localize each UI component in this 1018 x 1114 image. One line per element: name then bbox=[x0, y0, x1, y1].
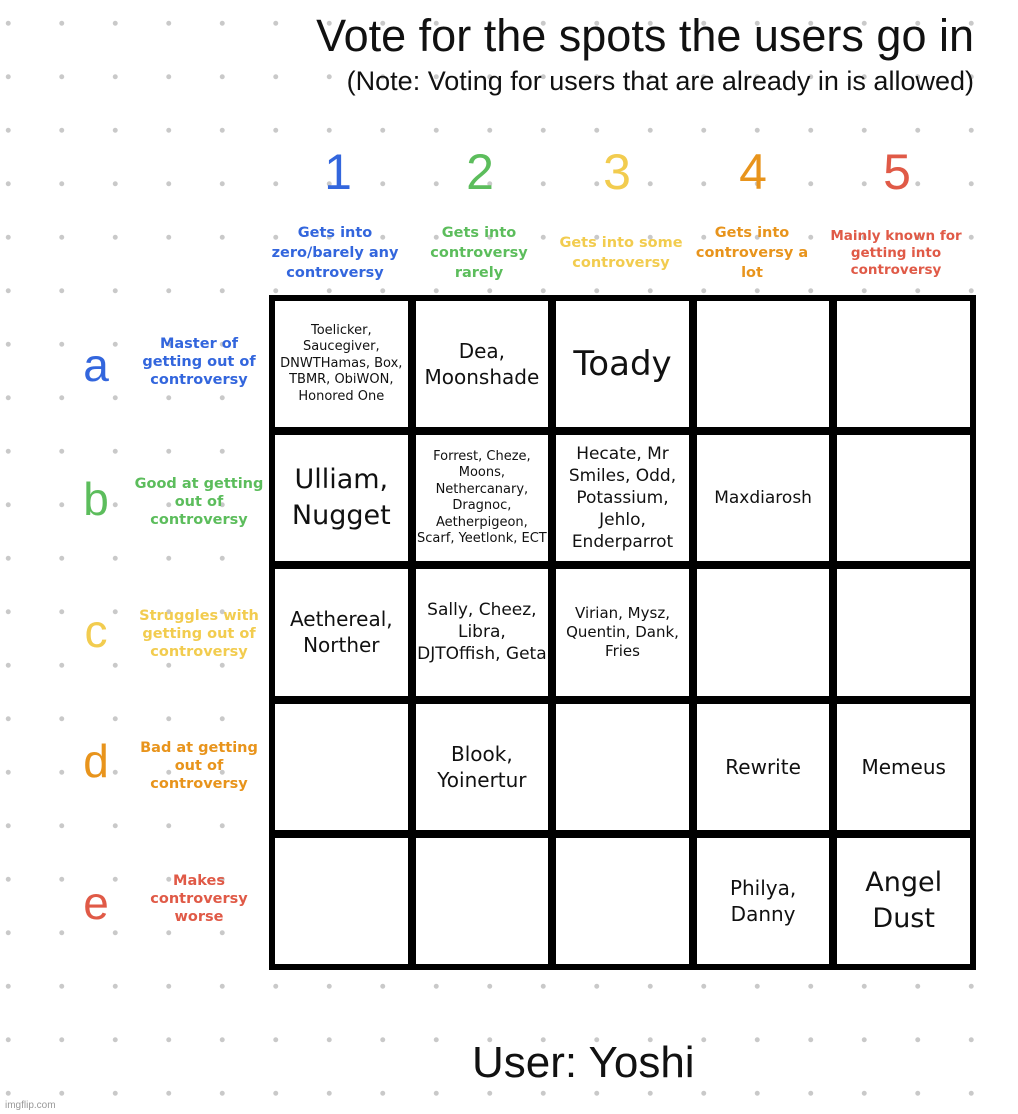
cell-text: Aethereal, Norther bbox=[289, 607, 393, 658]
cell-text: Blook, Yoinertur bbox=[437, 741, 527, 792]
row-letter-b: b bbox=[83, 473, 109, 525]
cell-text: Sally, Cheez, Libra, DJTOffish, Geta bbox=[417, 600, 547, 665]
cell-d5 bbox=[837, 704, 970, 830]
cell-text: Toady bbox=[573, 344, 672, 385]
cell-e2 bbox=[416, 838, 549, 964]
column-description-5: Mainly known for getting into controversy bbox=[830, 227, 962, 278]
cell-text: Toelicker, Saucegiver, DNWTHamas, Box, TBMR, ObiWON, Honored One bbox=[280, 322, 403, 404]
column-description-1: Gets into zero/barely any controversy bbox=[271, 225, 399, 281]
row-letter-d: d bbox=[83, 735, 109, 787]
cell-b5 bbox=[837, 435, 970, 561]
cell-b2 bbox=[416, 435, 549, 561]
cell-text: Memeus bbox=[861, 754, 946, 779]
watermark: imgflip.com bbox=[5, 1100, 56, 1111]
cell-text: Maxdiarosh bbox=[714, 488, 812, 509]
cell-d1 bbox=[275, 704, 408, 830]
cell-c3 bbox=[556, 569, 689, 695]
cell-c5 bbox=[837, 569, 970, 695]
cell-text: Virian, Mysz, Quentin, Dank, Fries bbox=[566, 603, 679, 660]
cell-text: Angel Dust bbox=[865, 866, 943, 934]
cell-d2 bbox=[416, 704, 549, 830]
cell-a3 bbox=[556, 301, 689, 427]
page-note: (Note: Voting for users that are already in is allowed) bbox=[346, 66, 974, 96]
cell-text: Philya, Danny bbox=[729, 875, 797, 926]
cell-e4 bbox=[697, 838, 830, 964]
cell-a1 bbox=[275, 301, 408, 427]
column-number-5: 5 bbox=[883, 144, 911, 200]
row-description-e: Makes controversy worse bbox=[150, 873, 248, 925]
column-description-2: Gets into controversy rarely bbox=[430, 225, 528, 281]
cell-d4 bbox=[697, 704, 830, 830]
column-number-2: 2 bbox=[466, 144, 494, 200]
cell-text: Ulliam, Nugget bbox=[291, 464, 391, 532]
row-description-d: Bad at getting out of controversy bbox=[140, 740, 258, 792]
row-letter-e: e bbox=[83, 877, 109, 929]
cell-e5 bbox=[837, 838, 970, 964]
cell-text: Forrest, Cheze, Moons, Nethercanary, Dragnoc, Aetherpigeon, Scarf, Yeetlonk, ECT bbox=[417, 448, 547, 547]
row-description-b: Good at getting out of controversy bbox=[134, 476, 264, 528]
tier-grid bbox=[269, 295, 976, 970]
page-title: Vote for the spots the users go in bbox=[316, 10, 974, 61]
cell-d3 bbox=[556, 704, 689, 830]
cell-b1 bbox=[275, 435, 408, 561]
cell-a5 bbox=[837, 301, 970, 427]
cell-b4 bbox=[697, 435, 830, 561]
column-number-1: 1 bbox=[324, 144, 352, 200]
row-description-c: Struggles with getting out of controversy bbox=[139, 608, 259, 660]
cell-c2 bbox=[416, 569, 549, 695]
cell-c1 bbox=[275, 569, 408, 695]
cell-text: Rewrite bbox=[725, 754, 801, 779]
cell-b3 bbox=[556, 435, 689, 561]
cell-c4 bbox=[697, 569, 830, 695]
cell-a4 bbox=[697, 301, 830, 427]
column-description-3: Gets into some controversy bbox=[559, 235, 683, 271]
column-description-4: Gets into controversy a lot bbox=[695, 225, 809, 281]
column-number-4: 4 bbox=[739, 144, 767, 200]
user-label: User: Yoshi bbox=[472, 1038, 695, 1087]
row-description-a: Master of getting out of controversy bbox=[142, 336, 256, 388]
row-letter-a: a bbox=[83, 339, 109, 391]
cell-e1 bbox=[275, 838, 408, 964]
cell-a2 bbox=[416, 301, 549, 427]
cell-text: Hecate, Mr Smiles, Odd, Potassium, Jehlo, Enderparrot bbox=[568, 444, 677, 553]
row-letter-c: c bbox=[84, 605, 108, 657]
cell-e3 bbox=[556, 838, 689, 964]
column-number-3: 3 bbox=[603, 144, 631, 200]
cell-text: Dea, Moonshade bbox=[424, 339, 540, 390]
